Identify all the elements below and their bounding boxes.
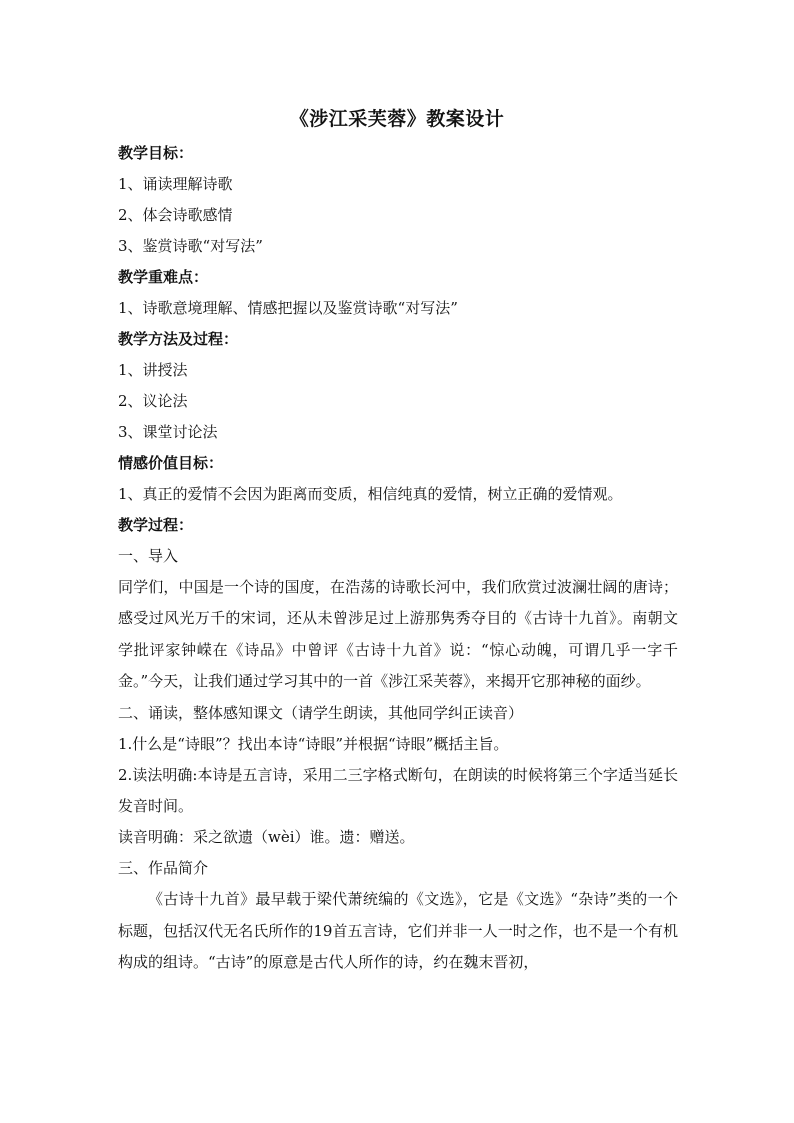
read-heading: 二、诵读，整体感知课文（请学生朗读，其他同学纠正读音）	[118, 703, 524, 722]
read-item: 1.什么是“诗眼”？找出本诗“诗眼”并根据“诗眼”概括主旨。	[118, 734, 509, 753]
difficulty-item: 1、诗歌意境理解、情感把握以及鉴赏诗歌“对写法”	[118, 299, 458, 317]
work-intro-heading: 三、作品简介	[118, 859, 209, 878]
goal-item: 2、体会诗歌感情	[118, 206, 233, 224]
read-item-paragraph	[118, 760, 678, 823]
intro-heading: 一、导入	[118, 547, 179, 565]
goals-heading: 教学目标：	[118, 144, 194, 162]
intro-paragraph	[118, 572, 678, 698]
method-item: 2、议论法	[118, 392, 188, 410]
document-body	[118, 138, 678, 979]
intro-text: 同学们，中国是一个诗的国度，在浩荡的诗歌长河中，我们欣赏过波澜壮阔的唐诗；感受过风光万千的宋词，还从未曾涉足过上游那隽秀夺目的《古诗十九首》。南朝文学批评家钟嵘在《诗品》中曾评《古诗十九首》说：“惊心动魄，可谓几乎一字千金。”今天，让我们通过学习其中的一首《涉江采芙蓉》，来揭开它那神秘的面纱。	[118, 578, 678, 691]
values-item: 1、真正的爱情不会因为距离而变质，相信纯真的爱情，树立正确的爱情观。	[118, 485, 623, 503]
read-item: 2.读法明确:本诗是五言诗，采用二三字格式断句，在朗读的时候将第三个字适当延长发音时间。	[118, 765, 678, 816]
difficulty-heading: 教学重难点：	[118, 268, 209, 286]
process-heading: 教学过程：	[118, 516, 194, 534]
document-title: 《涉江采芙蓉》教案设计	[289, 108, 505, 130]
work-intro-paragraph	[118, 884, 678, 978]
method-item: 1、讲授法	[118, 361, 188, 379]
pronunciation-note: 读音明确：采之欲遗（wèi）谁。遗：赠送。	[118, 828, 415, 847]
goal-item: 1、诵读理解诗歌	[118, 175, 233, 193]
values-heading: 情感价值目标：	[118, 454, 224, 472]
goal-item: 3、鉴赏诗歌“对写法”	[118, 237, 263, 255]
method-item: 3、课堂讨论法	[118, 423, 218, 441]
work-intro-text: 《古诗十九首》最早载于梁代萧统编的《文选》，它是《文选》“杂诗”类的一个标题，包括汉代无名氏所作的19首五言诗，它们并非一人一时之作，也不是一个有机构成的组诗。“古诗”的原意是古代人所作的诗，约在魏末晋初，	[118, 890, 678, 972]
methods-heading: 教学方法及过程：	[118, 330, 239, 348]
